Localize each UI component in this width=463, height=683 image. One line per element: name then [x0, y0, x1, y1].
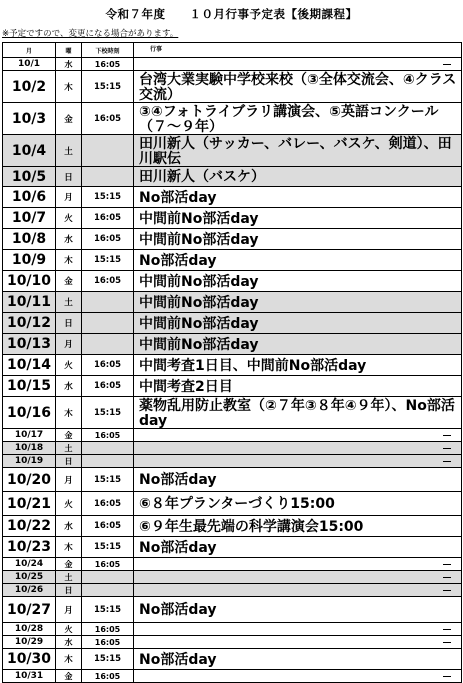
event-cell — [134, 135, 462, 167]
date-cell: 10/14 — [3, 355, 56, 376]
event-text: No部活day — [139, 252, 217, 269]
day-of-week-cell: 金 — [56, 103, 82, 135]
date-cell: 10/17 — [3, 429, 56, 442]
table-row — [3, 537, 462, 558]
table-row — [3, 558, 462, 571]
date-cell: 10/30 — [3, 649, 56, 670]
table-row — [3, 271, 462, 292]
table-header-row — [3, 43, 462, 58]
day-of-week-cell: 水 — [56, 229, 82, 250]
day-of-week-cell: 木 — [56, 71, 82, 103]
dismissal-time-cell: 16:05 — [82, 670, 134, 683]
event-text: 台湾大業実験中学校来校（③全体交流会、④クラス交流） — [139, 71, 457, 103]
date-cell: 10/6 — [3, 187, 56, 208]
table-row — [3, 355, 462, 376]
date-cell: 10/20 — [3, 468, 56, 492]
header-dismissal-time: 下校時刻 — [82, 43, 134, 58]
header-event: 行事 — [134, 43, 462, 58]
disclaimer-note: ※予定ですので、変更になる場合があります。 — [2, 29, 179, 39]
date-cell: 10/31 — [3, 670, 56, 683]
event-cell — [134, 292, 462, 313]
date-cell: 10/24 — [3, 558, 56, 571]
table-row — [3, 292, 462, 313]
table-row — [3, 584, 462, 597]
day-of-week-cell: 火 — [56, 492, 82, 516]
date-cell: 10/25 — [3, 571, 56, 584]
table-row — [3, 442, 462, 455]
date-cell: 10/28 — [3, 623, 56, 636]
date-cell: 10/23 — [3, 537, 56, 558]
date-cell: 10/4 — [3, 135, 56, 167]
event-text: 田川新人（バスケ） — [139, 169, 265, 185]
dismissal-time-cell — [82, 455, 134, 468]
day-of-week-cell: 水 — [56, 376, 82, 397]
day-of-week-cell: 木 — [56, 537, 82, 558]
dismissal-time-cell: 15:15 — [82, 649, 134, 670]
dismissal-time-cell — [82, 442, 134, 455]
event-cell — [134, 208, 462, 229]
event-cell — [134, 492, 462, 516]
event-cell — [134, 103, 462, 135]
table-row — [3, 71, 462, 103]
day-of-week-cell: 月 — [56, 334, 82, 355]
date-cell: 10/19 — [3, 455, 56, 468]
header-date: 月 — [3, 43, 56, 58]
day-of-week-cell: 火 — [56, 355, 82, 376]
dismissal-time-cell: 16:05 — [82, 492, 134, 516]
event-text: ⑥９年生最先端の科学講演会15:00 — [139, 518, 364, 535]
day-of-week-cell: 金 — [56, 429, 82, 442]
date-cell: 10/12 — [3, 313, 56, 334]
dismissal-time-cell: 16:05 — [82, 623, 134, 636]
empty-dash-mark — [443, 642, 451, 643]
date-cell: 10/26 — [3, 584, 56, 597]
event-cell — [134, 187, 462, 208]
day-of-week-cell: 土 — [56, 442, 82, 455]
day-of-week-cell: 火 — [56, 208, 82, 229]
event-text: 中間前No部活day — [139, 231, 259, 248]
date-cell: 10/3 — [3, 103, 56, 135]
date-cell: 10/18 — [3, 442, 56, 455]
event-cell — [134, 597, 462, 623]
table-row — [3, 103, 462, 135]
table-row — [3, 597, 462, 623]
dismissal-time-cell: 15:15 — [82, 187, 134, 208]
dismissal-time-cell — [82, 167, 134, 187]
dismissal-time-cell — [82, 313, 134, 334]
dismissal-time-cell — [82, 135, 134, 167]
day-of-week-cell: 木 — [56, 649, 82, 670]
event-cell — [134, 397, 462, 429]
event-cell — [134, 636, 462, 649]
day-of-week-cell: 月 — [56, 187, 82, 208]
day-of-week-cell: 月 — [56, 597, 82, 623]
date-cell: 10/16 — [3, 397, 56, 429]
empty-dash-mark — [443, 448, 451, 449]
table-row — [3, 250, 462, 271]
table-row — [3, 376, 462, 397]
event-text: ⑥８年プランターづくり15:00 — [139, 496, 335, 512]
event-cell — [134, 670, 462, 683]
date-cell: 10/1 — [3, 58, 56, 71]
event-text: 中間前No部活day — [139, 336, 259, 353]
event-cell — [134, 376, 462, 397]
empty-dash-mark — [443, 461, 451, 462]
event-cell — [134, 584, 462, 597]
date-cell: 10/10 — [3, 271, 56, 292]
event-cell — [134, 571, 462, 584]
event-cell — [134, 229, 462, 250]
day-of-week-cell: 水 — [56, 58, 82, 71]
table-row — [3, 135, 462, 167]
empty-dash-mark — [443, 435, 451, 436]
day-of-week-cell: 金 — [56, 271, 82, 292]
event-text: No部活day — [139, 472, 217, 488]
event-cell — [134, 442, 462, 455]
table-row — [3, 455, 462, 468]
day-of-week-cell: 日 — [56, 167, 82, 187]
table-row — [3, 623, 462, 636]
date-cell: 10/7 — [3, 208, 56, 229]
dismissal-time-cell — [82, 292, 134, 313]
date-cell: 10/9 — [3, 250, 56, 271]
table-row — [3, 670, 462, 683]
date-cell: 10/15 — [3, 376, 56, 397]
empty-dash-mark — [443, 590, 451, 591]
event-text: No部活day — [139, 651, 217, 668]
day-of-week-cell: 木 — [56, 397, 82, 429]
event-cell — [134, 167, 462, 187]
table-row — [3, 187, 462, 208]
event-cell — [134, 558, 462, 571]
dismissal-time-cell: 15:15 — [82, 597, 134, 623]
event-text: 中間前No部活day — [139, 294, 259, 311]
dismissal-time-cell: 15:15 — [82, 468, 134, 492]
dismissal-time-cell: 16:05 — [82, 229, 134, 250]
day-of-week-cell: 水 — [56, 516, 82, 537]
empty-dash-mark — [443, 577, 451, 578]
table-row — [3, 397, 462, 429]
date-cell: 10/8 — [3, 229, 56, 250]
dismissal-time-cell — [82, 571, 134, 584]
date-cell: 10/2 — [3, 71, 56, 103]
date-cell: 10/21 — [3, 492, 56, 516]
table-row — [3, 313, 462, 334]
empty-dash-mark — [443, 676, 451, 677]
dismissal-time-cell: 15:15 — [82, 397, 134, 429]
day-of-week-cell: 土 — [56, 571, 82, 584]
day-of-week-cell: 水 — [56, 636, 82, 649]
dismissal-time-cell: 16:05 — [82, 58, 134, 71]
table-row — [3, 468, 462, 492]
event-cell — [134, 537, 462, 558]
date-cell: 10/27 — [3, 597, 56, 623]
event-cell — [134, 649, 462, 670]
empty-dash-mark — [443, 64, 451, 65]
event-text: 薬物乱用防止教室（②７年③８年④９年）、No部活day — [139, 397, 455, 429]
event-cell — [134, 516, 462, 537]
event-cell — [134, 455, 462, 468]
event-text: No部活day — [139, 602, 217, 618]
day-of-week-cell: 火 — [56, 623, 82, 636]
event-text: No部活day — [139, 189, 217, 206]
day-of-week-cell: 土 — [56, 135, 82, 167]
date-cell: 10/13 — [3, 334, 56, 355]
table-row — [3, 334, 462, 355]
day-of-week-cell: 金 — [56, 558, 82, 571]
dismissal-time-cell: 15:15 — [82, 71, 134, 103]
event-cell — [134, 271, 462, 292]
event-cell — [134, 468, 462, 492]
event-cell — [134, 250, 462, 271]
event-text: 中間前No部活day — [139, 315, 259, 332]
empty-dash-mark — [443, 564, 451, 565]
dismissal-time-cell: 16:05 — [82, 103, 134, 135]
day-of-week-cell: 日 — [56, 313, 82, 334]
day-of-week-cell: 月 — [56, 468, 82, 492]
dismissal-time-cell: 16:05 — [82, 516, 134, 537]
day-of-week-cell: 木 — [56, 250, 82, 271]
event-text: 中間前No部活day — [139, 273, 259, 290]
page-title: 令和７年度 １０月行事予定表【後期課程】 — [105, 7, 358, 21]
event-text: No部活day — [139, 539, 217, 556]
event-text: ③④フォトライブラリ講演会、⑤英語コンクール（７～９年） — [139, 103, 439, 135]
event-cell — [134, 58, 462, 71]
dismissal-time-cell — [82, 334, 134, 355]
event-text: 中間考査1日目、中間前No部活day — [139, 357, 367, 374]
date-cell: 10/22 — [3, 516, 56, 537]
dismissal-time-cell: 16:05 — [82, 558, 134, 571]
header-day-of-week: 曜 — [56, 43, 82, 58]
table-row — [3, 58, 462, 71]
event-cell — [134, 623, 462, 636]
dismissal-time-cell: 16:05 — [82, 208, 134, 229]
day-of-week-cell: 土 — [56, 292, 82, 313]
table-row — [3, 492, 462, 516]
table-row — [3, 167, 462, 187]
day-of-week-cell: 日 — [56, 584, 82, 597]
event-cell — [134, 313, 462, 334]
dismissal-time-cell: 15:15 — [82, 250, 134, 271]
table-row — [3, 649, 462, 670]
event-cell — [134, 334, 462, 355]
dismissal-time-cell: 16:05 — [82, 429, 134, 442]
empty-dash-mark — [443, 629, 451, 630]
schedule-table — [2, 42, 462, 683]
dismissal-time-cell: 16:05 — [82, 271, 134, 292]
table-row — [3, 208, 462, 229]
dismissal-time-cell: 16:05 — [82, 376, 134, 397]
dismissal-time-cell: 16:05 — [82, 355, 134, 376]
event-cell — [134, 355, 462, 376]
table-row — [3, 516, 462, 537]
event-text: 中間前No部活day — [139, 210, 259, 227]
event-cell — [134, 71, 462, 103]
date-cell: 10/29 — [3, 636, 56, 649]
event-cell — [134, 429, 462, 442]
table-row — [3, 429, 462, 442]
dismissal-time-cell: 15:15 — [82, 537, 134, 558]
table-row — [3, 229, 462, 250]
table-row — [3, 636, 462, 649]
event-text: 田川新人（サッカー、バレー、バスケ、剣道）、田川駅伝 — [139, 135, 452, 167]
date-cell: 10/11 — [3, 292, 56, 313]
day-of-week-cell: 金 — [56, 670, 82, 683]
date-cell: 10/5 — [3, 167, 56, 187]
table-row — [3, 571, 462, 584]
dismissal-time-cell: 16:05 — [82, 636, 134, 649]
day-of-week-cell: 日 — [56, 455, 82, 468]
event-text: 中間考査2日目 — [139, 378, 233, 395]
dismissal-time-cell — [82, 584, 134, 597]
